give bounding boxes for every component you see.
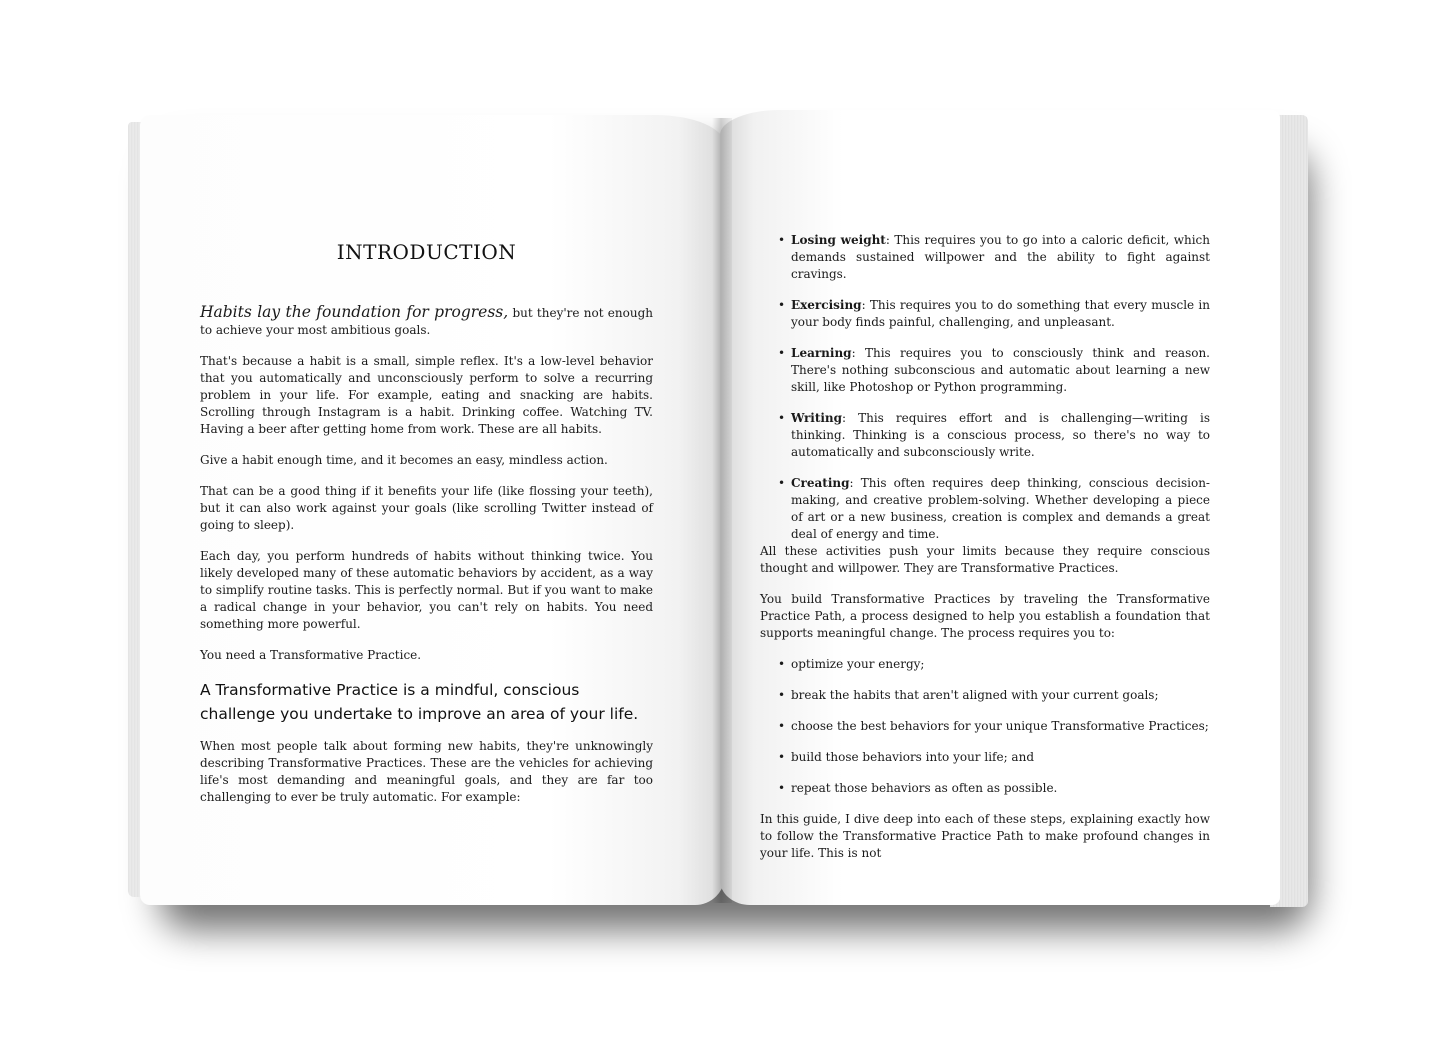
bullet-icon: • [778,688,786,702]
example-text: : This often requires deep thinking, conscious decision-making, and creative problem-solving. Whether developing a piece of art or a new business, creation is complex and demands a great deal of energy and time. [791,476,1210,541]
list-item [760,345,1210,396]
example-term: Learning [791,346,852,360]
example-term: Writing [791,411,843,425]
paragraph: In this guide, I dive deep into each of these steps, explaining exactly how to follow the Transformative Practice Path to make profound changes in your life. This is not [760,812,1210,860]
chapter-title: INTRODUCTION [336,240,517,264]
pullquote: A Transformative Practice is a mindful, conscious challenge you undertake to improve an area of your life. [200,681,639,723]
example-text: : This requires you to go into a caloric deficit, which demands sustained willpower and the ability to fight against cravings. [791,233,1211,281]
list-item [760,232,1210,283]
steps-list [760,656,1210,797]
list-item [760,475,1210,543]
paragraph: Give a habit enough time, and it becomes an easy, mindless action. [200,453,608,467]
paragraph: All these activities push your limits because they require conscious thought and willpower. They are Transformative Practices. [760,544,1210,575]
lead-rest: but they're not enough to achieve your most ambitious goals. [200,306,653,337]
bullet-icon: • [778,233,786,247]
bullet-icon: • [778,781,786,795]
example-text: : This requires effort and is challenging—writing is thinking. Thinking is a conscious process, so there's no way to automatically and subconsciously write. [791,411,1210,459]
list-item [760,780,1210,797]
list-item [760,687,1210,704]
bullet-icon: • [778,657,786,671]
list-item [760,297,1210,331]
examples-list [760,232,1210,543]
paragraph: You need a Transformative Practice. [200,648,422,662]
paragraph: Each day, you perform hundreds of habits without thinking twice. You likely developed many of these automatic behaviors by accident, as a way to simplify routine tasks. This is perfectly normal. But if you want to make a radical change in your behavior, you can't rely on habits. You need something more powerful. [200,549,653,631]
bullet-icon: • [778,750,786,764]
list-item [760,718,1210,735]
example-term: Losing weight [791,233,886,247]
list-item [760,656,1210,673]
list-item [760,749,1210,766]
paragraph: That can be a good thing if it benefits your life (like flossing your teeth), but it can also work against your goals (like scrolling Twitter instead of going to sleep). [200,484,653,532]
list-item [760,410,1210,461]
right-page-content [760,232,1210,876]
bullet-icon: • [778,719,786,733]
step-text: choose the best behaviors for your unique Transformative Practices; [791,719,1209,733]
step-text: break the habits that aren't aligned with your current goals; [791,688,1159,702]
example-term: Exercising [791,298,862,312]
step-text: repeat those behaviors as often as possible. [791,781,1058,795]
bullet-icon: • [778,346,786,360]
bullet-icon: • [778,298,786,312]
book-gutter [712,118,732,903]
example-text: : This requires you to consciously think and reason. There's nothing subconscious and automatic about learning a new skill, like Photoshop or Python programming. [791,346,1210,394]
bullet-icon: • [778,411,786,425]
paragraph: That's because a habit is a small, simple reflex. It's a low-level behavior that you automatically and unconsciously perform to solve a recurring problem in your life. For example, eating and snacking are habits. Scrolling through Instagram is a habit. Drinking coffee. Watching TV. Having a beer after getting home from work. These are all habits. [200,354,653,436]
example-term: Creating [791,476,850,490]
left-page-content [200,238,653,820]
step-text: optimize your energy; [791,657,925,671]
lead-italic-phrase: Habits lay the foundation for progress, [200,303,509,321]
example-text: : This requires you to do something that every muscle in your body finds painful, challenging, and unpleasant. [791,298,1210,329]
paragraph: You build Transformative Practices by traveling the Transformative Practice Path, a process designed to help you establish a foundation that supports meaningful change. The process requires you to: [760,592,1210,640]
step-text: build those behaviors into your life; and [791,750,1034,764]
closing-paragraph: When most people talk about forming new habits, they're unknowingly describing Transformative Practices. These are the vehicles for achieving life's most demanding and meaningful goals, and they are far too challenging to ever be truly automatic. For example: [200,739,653,804]
lead-paragraph [200,304,653,339]
bullet-icon: • [778,476,786,490]
